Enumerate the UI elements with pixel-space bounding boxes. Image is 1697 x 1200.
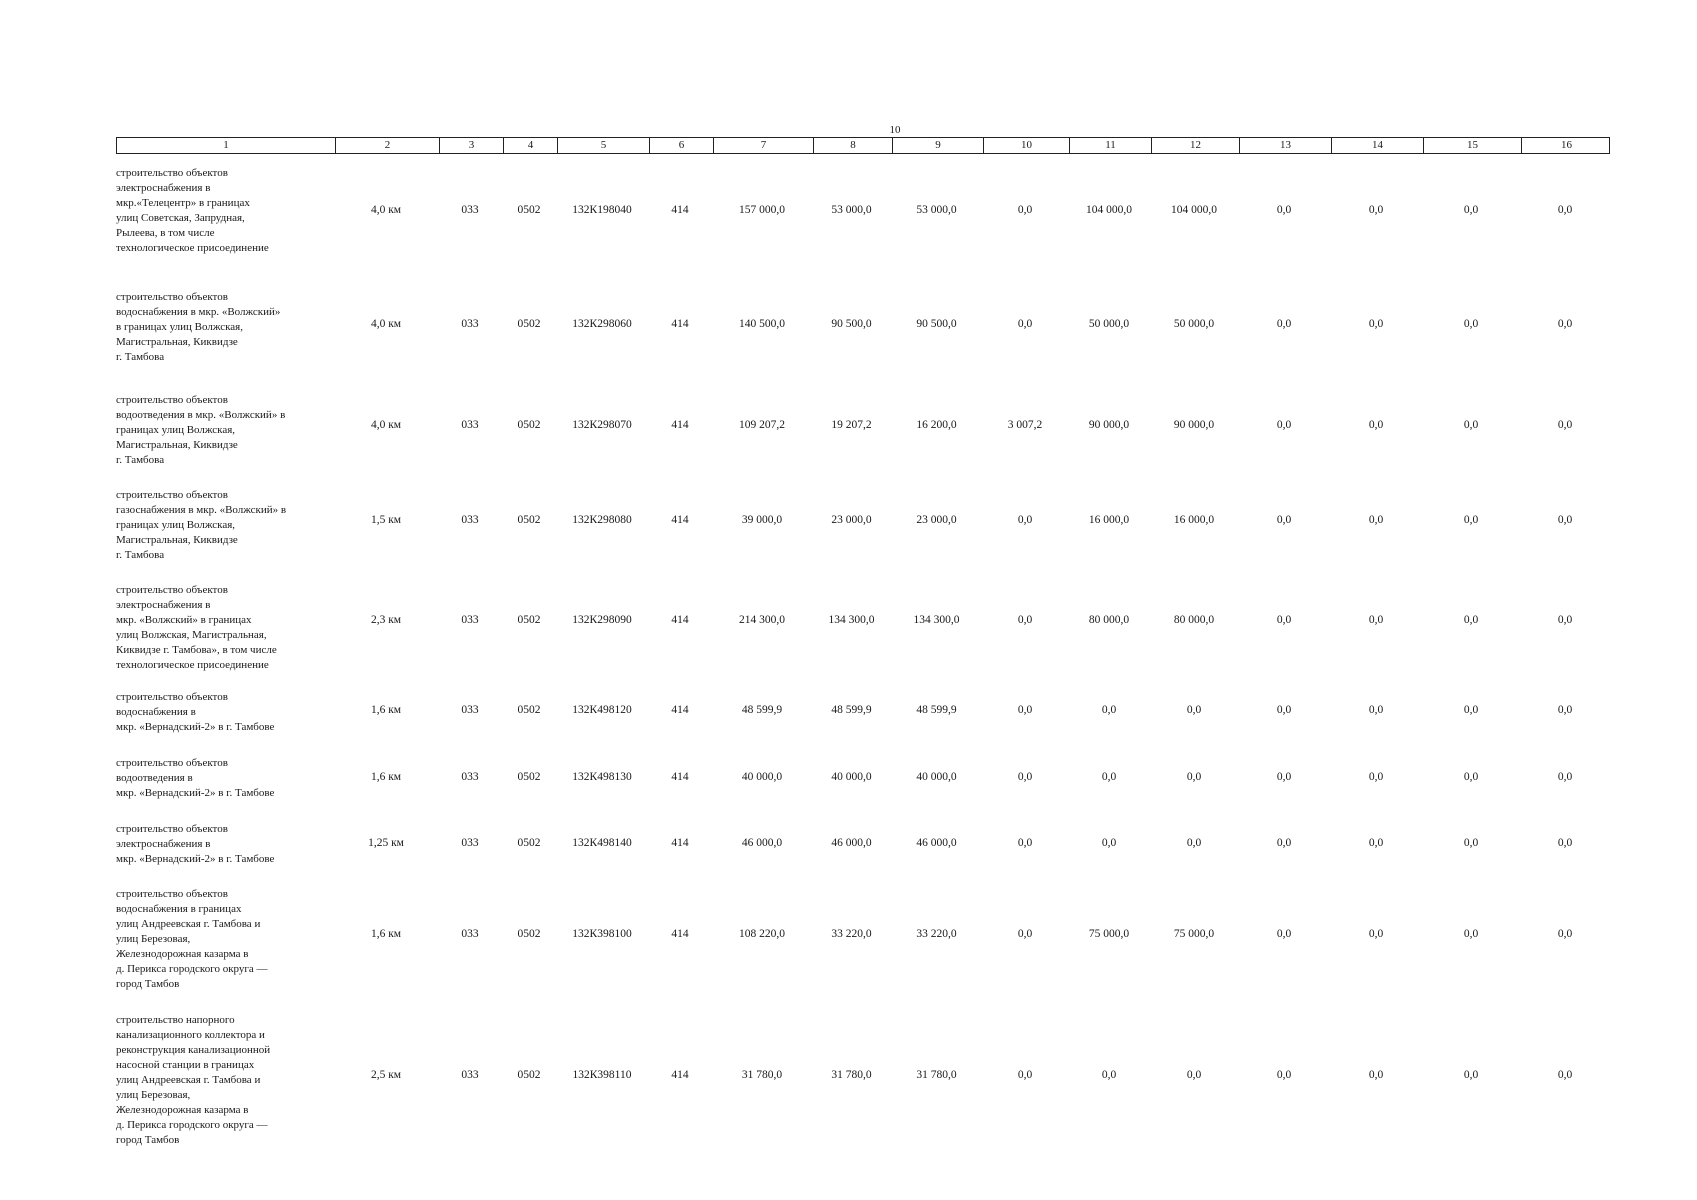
cell-col-16: 0,0 bbox=[1557, 928, 1573, 940]
cell-col-3: 033 bbox=[461, 1069, 479, 1081]
cell-col-14: 0,0 bbox=[1368, 704, 1384, 716]
cell-col-6: 414 bbox=[671, 514, 689, 526]
cell-col-9: 31 780,0 bbox=[916, 1069, 957, 1081]
header-cell-6: 6 bbox=[649, 138, 713, 153]
cell-col-5: 132К298090 bbox=[572, 614, 632, 626]
cell-col-16: 0,0 bbox=[1557, 514, 1573, 526]
cell-col-14: 0,0 bbox=[1368, 204, 1384, 216]
cell-col-7: 140 500,0 bbox=[739, 318, 785, 330]
cell-col-10: 0,0 bbox=[1017, 204, 1033, 216]
cell-col-15: 0,0 bbox=[1463, 837, 1479, 849]
row-description: строительство напорного канализационного коллектора и реконструкция канализационной насосной станции в границах улиц Андреевская г. Тамбова и улиц Березовая, Железнодорожная казарма в д. Перикса городского округа — город Тамбов bbox=[116, 1014, 271, 1146]
cell-col-4: 0502 bbox=[517, 204, 541, 216]
cell-col-5: 132К298060 bbox=[572, 318, 632, 330]
cell-col-2: 2,3 км bbox=[370, 614, 402, 626]
cell-col-7: 46 000,0 bbox=[741, 837, 783, 849]
header-cell-4: 4 bbox=[503, 138, 557, 153]
cell-col-5: 132К198040 bbox=[572, 204, 632, 216]
cell-col-11: 0,0 bbox=[1101, 1069, 1117, 1081]
cell-col-13: 0,0 bbox=[1276, 514, 1292, 526]
header-cell-3: 3 bbox=[439, 138, 503, 153]
header-cell-7: 7 bbox=[713, 138, 813, 153]
cell-col-13: 0,0 bbox=[1276, 419, 1292, 431]
cell-col-4: 0502 bbox=[517, 614, 541, 626]
cell-col-9: 90 500,0 bbox=[916, 318, 957, 330]
cell-col-3: 033 bbox=[461, 419, 479, 431]
cell-col-12: 80 000,0 bbox=[1173, 614, 1215, 626]
cell-col-3: 033 bbox=[461, 837, 479, 849]
cell-col-2: 1,25 км bbox=[368, 837, 404, 849]
header-cell-13: 13 bbox=[1239, 138, 1331, 153]
cell-col-10: 0,0 bbox=[1017, 614, 1033, 626]
cell-col-5: 132К498140 bbox=[572, 837, 632, 849]
cell-col-4: 0502 bbox=[517, 704, 541, 716]
cell-col-8: 48 599,9 bbox=[831, 704, 872, 716]
header-cell-14: 14 bbox=[1331, 138, 1423, 153]
header-cell-8: 8 bbox=[813, 138, 892, 153]
cell-col-4: 0502 bbox=[517, 318, 541, 330]
cell-col-9: 53 000,0 bbox=[916, 204, 957, 216]
row-description: строительство объектов водоснабжения в мкр. «Вернадский-2» в г. Тамбове bbox=[116, 691, 275, 733]
cell-col-14: 0,0 bbox=[1368, 771, 1384, 783]
cell-col-5: 132К498130 bbox=[572, 771, 632, 783]
cell-col-2: 1,6 км bbox=[370, 704, 402, 716]
cell-col-12: 104 000,0 bbox=[1171, 204, 1217, 216]
cell-col-10: 0,0 bbox=[1017, 928, 1033, 940]
cell-col-10: 0,0 bbox=[1017, 771, 1033, 783]
cell-col-11: 0,0 bbox=[1101, 704, 1117, 716]
row-description: строительство объектов электроснабжения в мкр. «Вернадский-2» в г. Тамбове bbox=[116, 823, 275, 865]
cell-col-15: 0,0 bbox=[1463, 704, 1479, 716]
cell-col-6: 414 bbox=[671, 704, 689, 716]
cell-col-3: 033 bbox=[461, 318, 479, 330]
cell-col-8: 31 780,0 bbox=[831, 1069, 872, 1081]
cell-col-16: 0,0 bbox=[1557, 419, 1573, 431]
cell-col-6: 414 bbox=[671, 771, 689, 783]
row-description: строительство объектов электроснабжения в мкр.«Телецентр» в границах улиц Советская, Запрудная, Рылеева, в том числе технологическое присоединение bbox=[116, 167, 269, 254]
cell-col-4: 0502 bbox=[517, 771, 541, 783]
cell-col-7: 40 000,0 bbox=[741, 771, 783, 783]
cell-col-14: 0,0 bbox=[1368, 1069, 1384, 1081]
cell-col-15: 0,0 bbox=[1463, 419, 1479, 431]
cell-col-6: 414 bbox=[671, 318, 689, 330]
cell-col-5: 132К298080 bbox=[572, 514, 632, 526]
cell-col-8: 90 500,0 bbox=[831, 318, 872, 330]
cell-col-15: 0,0 bbox=[1463, 1069, 1479, 1081]
cell-col-9: 16 200,0 bbox=[916, 419, 957, 431]
cell-col-9: 134 300,0 bbox=[913, 614, 960, 626]
cell-col-10: 0,0 bbox=[1017, 514, 1033, 526]
cell-col-14: 0,0 bbox=[1368, 928, 1384, 940]
cell-col-9: 48 599,9 bbox=[916, 704, 957, 716]
cell-col-6: 414 bbox=[671, 928, 689, 940]
cell-col-2: 4,0 км bbox=[370, 419, 402, 431]
cell-col-7: 31 780,0 bbox=[741, 1069, 783, 1081]
cell-col-7: 109 207,2 bbox=[739, 419, 785, 431]
cell-col-11: 50 000,0 bbox=[1088, 318, 1130, 330]
cell-col-13: 0,0 bbox=[1276, 614, 1292, 626]
cell-col-3: 033 bbox=[461, 204, 479, 216]
header-cell-16: 16 bbox=[1521, 138, 1611, 153]
cell-col-10: 0,0 bbox=[1017, 1069, 1033, 1081]
cell-col-2: 4,0 км bbox=[370, 204, 402, 216]
row-description: строительство объектов электроснабжения в мкр. «Волжский» в границах улиц Волжская, Магистральная, Киквидзе г. Тамбова», в том числе технологическое присоединение bbox=[116, 584, 277, 671]
cell-col-11: 0,0 bbox=[1101, 771, 1117, 783]
header-cell-11: 11 bbox=[1069, 138, 1151, 153]
header-cell-1: 1 bbox=[223, 139, 229, 151]
cell-col-11: 0,0 bbox=[1101, 837, 1117, 849]
header-cell-10: 10 bbox=[983, 138, 1069, 153]
cell-col-5: 132К498120 bbox=[572, 704, 632, 716]
cell-col-15: 0,0 bbox=[1463, 771, 1479, 783]
cell-col-4: 0502 bbox=[517, 514, 541, 526]
cell-col-3: 033 bbox=[461, 704, 479, 716]
cell-col-6: 414 bbox=[671, 1069, 689, 1081]
cell-col-9: 40 000,0 bbox=[916, 771, 957, 783]
cell-col-16: 0,0 bbox=[1557, 704, 1573, 716]
cell-col-10: 3 007,2 bbox=[1007, 419, 1043, 431]
cell-col-8: 19 207,2 bbox=[831, 419, 872, 431]
cell-col-15: 0,0 bbox=[1463, 614, 1479, 626]
cell-col-3: 033 bbox=[461, 771, 479, 783]
cell-col-10: 0,0 bbox=[1017, 837, 1033, 849]
row-description: строительство объектов водоснабжения в мкр. «Волжский» в границах улиц Волжская, Магистральная, Киквидзе г. Тамбова bbox=[116, 291, 281, 363]
cell-col-4: 0502 bbox=[517, 928, 541, 940]
cell-col-4: 0502 bbox=[517, 1069, 541, 1081]
header-cell-5: 5 bbox=[557, 138, 649, 153]
cell-col-3: 033 bbox=[461, 614, 479, 626]
cell-col-11: 104 000,0 bbox=[1086, 204, 1132, 216]
cell-col-4: 0502 bbox=[517, 837, 541, 849]
cell-col-16: 0,0 bbox=[1557, 771, 1573, 783]
cell-col-13: 0,0 bbox=[1276, 704, 1292, 716]
cell-col-3: 033 bbox=[461, 928, 479, 940]
row-description: строительство объектов водоотведения в мкр. «Вернадский-2» в г. Тамбове bbox=[116, 757, 275, 799]
cell-col-12: 90 000,0 bbox=[1173, 419, 1215, 431]
cell-col-12: 0,0 bbox=[1186, 771, 1202, 783]
cell-col-11: 75 000,0 bbox=[1088, 928, 1130, 940]
cell-col-14: 0,0 bbox=[1368, 837, 1384, 849]
cell-col-5: 132К398100 bbox=[572, 928, 632, 940]
page-number: 10 bbox=[889, 124, 901, 136]
cell-col-12: 0,0 bbox=[1186, 1069, 1202, 1081]
row-description: строительство объектов водоотведения в мкр. «Волжский» в границах улиц Волжская, Магистральная, Киквидзе г. Тамбова bbox=[116, 394, 286, 466]
cell-col-8: 33 220,0 bbox=[831, 928, 872, 940]
cell-col-2: 4,0 км bbox=[370, 318, 402, 330]
header-cell-12: 12 bbox=[1151, 138, 1239, 153]
cell-col-14: 0,0 bbox=[1368, 514, 1384, 526]
cell-col-12: 0,0 bbox=[1186, 704, 1202, 716]
cell-col-12: 75 000,0 bbox=[1173, 928, 1215, 940]
cell-col-14: 0,0 bbox=[1368, 614, 1384, 626]
cell-col-7: 39 000,0 bbox=[741, 514, 783, 526]
row-description: строительство объектов водоснабжения в границах улиц Андреевская г. Тамбова и улиц Березовая, Железнодорожная казарма в д. Перикса городского округа — город Тамбов bbox=[116, 888, 268, 990]
cell-col-10: 0,0 bbox=[1017, 704, 1033, 716]
cell-col-5: 132К398110 bbox=[572, 1069, 632, 1081]
cell-col-6: 414 bbox=[671, 204, 689, 216]
cell-col-16: 0,0 bbox=[1557, 204, 1573, 216]
header-cell-9: 9 bbox=[892, 138, 983, 153]
cell-col-16: 0,0 bbox=[1557, 1069, 1573, 1081]
cell-col-2: 1,5 км bbox=[370, 514, 402, 526]
cell-col-13: 0,0 bbox=[1276, 837, 1292, 849]
cell-col-13: 0,0 bbox=[1276, 204, 1292, 216]
cell-col-15: 0,0 bbox=[1463, 928, 1479, 940]
cell-col-6: 414 bbox=[671, 837, 689, 849]
cell-col-12: 16 000,0 bbox=[1173, 514, 1215, 526]
cell-col-6: 414 bbox=[671, 419, 689, 431]
row-description: строительство объектов газоснабжения в мкр. «Волжский» в границах улиц Волжская, Магистральная, Киквидзе г. Тамбова bbox=[116, 489, 287, 561]
cell-col-10: 0,0 bbox=[1017, 318, 1033, 330]
cell-col-8: 53 000,0 bbox=[831, 204, 872, 216]
cell-col-8: 46 000,0 bbox=[831, 837, 872, 849]
cell-col-7: 108 220,0 bbox=[739, 928, 785, 940]
cell-col-4: 0502 bbox=[517, 419, 541, 431]
cell-col-8: 23 000,0 bbox=[831, 514, 872, 526]
header-cell-15: 15 bbox=[1423, 138, 1521, 153]
cell-col-16: 0,0 bbox=[1557, 837, 1573, 849]
cell-col-5: 132К298070 bbox=[572, 419, 632, 431]
cell-col-12: 0,0 bbox=[1186, 837, 1202, 849]
cell-col-11: 90 000,0 bbox=[1088, 419, 1130, 431]
cell-col-7: 48 599,9 bbox=[741, 704, 783, 716]
cell-col-14: 0,0 bbox=[1368, 419, 1384, 431]
cell-col-8: 134 300,0 bbox=[828, 614, 875, 626]
cell-col-13: 0,0 bbox=[1276, 318, 1292, 330]
cell-col-16: 0,0 bbox=[1557, 318, 1573, 330]
cell-col-13: 0,0 bbox=[1276, 928, 1292, 940]
cell-col-2: 1,6 км bbox=[370, 928, 402, 940]
cell-col-16: 0,0 bbox=[1557, 614, 1573, 626]
header-cell-2: 2 bbox=[335, 138, 439, 153]
cell-col-15: 0,0 bbox=[1463, 204, 1479, 216]
cell-col-15: 0,0 bbox=[1463, 514, 1479, 526]
cell-col-9: 23 000,0 bbox=[916, 514, 957, 526]
cell-col-2: 2,5 км bbox=[370, 1069, 402, 1081]
cell-col-8: 40 000,0 bbox=[831, 771, 872, 783]
cell-col-2: 1,6 км bbox=[370, 771, 402, 783]
cell-col-11: 16 000,0 bbox=[1088, 514, 1130, 526]
cell-col-9: 46 000,0 bbox=[916, 837, 957, 849]
cell-col-12: 50 000,0 bbox=[1173, 318, 1215, 330]
cell-col-3: 033 bbox=[461, 514, 479, 526]
cell-col-13: 0,0 bbox=[1276, 771, 1292, 783]
cell-col-6: 414 bbox=[671, 614, 689, 626]
cell-col-9: 33 220,0 bbox=[916, 928, 957, 940]
cell-col-14: 0,0 bbox=[1368, 318, 1384, 330]
cell-col-13: 0,0 bbox=[1276, 1069, 1292, 1081]
cell-col-15: 0,0 bbox=[1463, 318, 1479, 330]
cell-col-7: 214 300,0 bbox=[739, 614, 785, 626]
cell-col-11: 80 000,0 bbox=[1088, 614, 1130, 626]
cell-col-7: 157 000,0 bbox=[739, 204, 785, 216]
